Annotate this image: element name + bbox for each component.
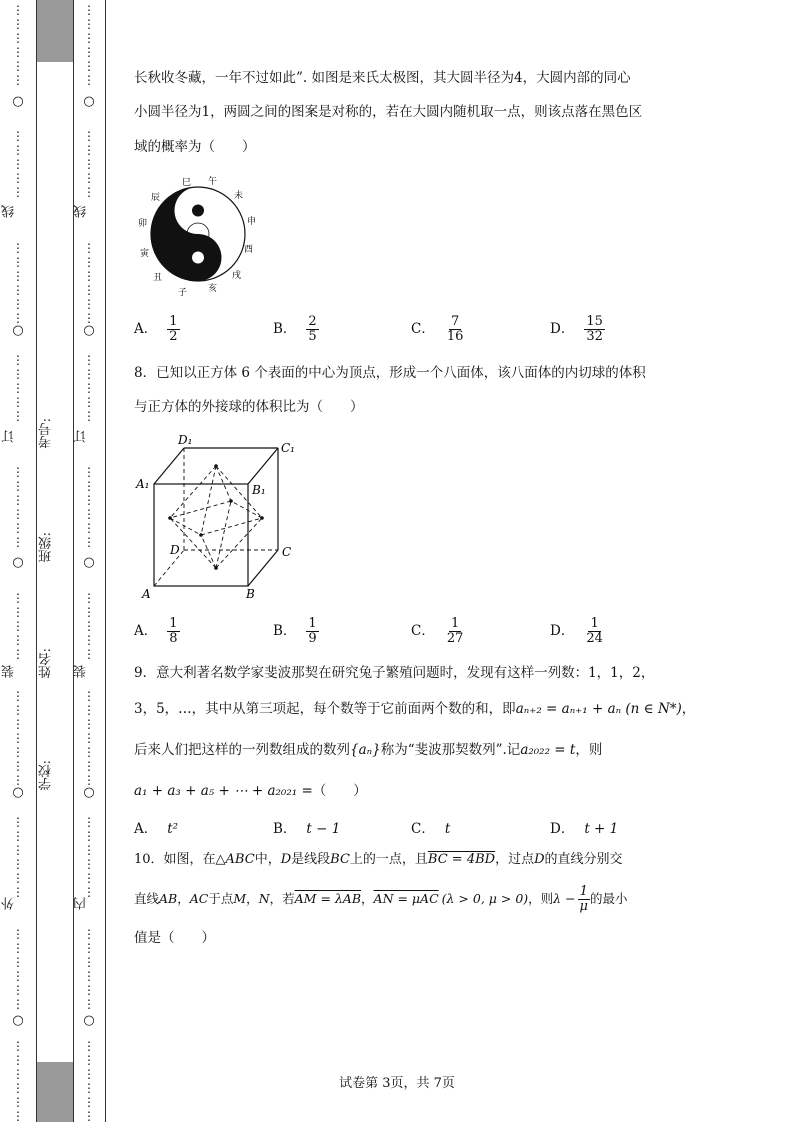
q10-expression-lambda: λ − (553, 891, 576, 906)
q7-line2: 小圆半径为1，两圆之间的图案是对称的，若在大圆内随机取一点，则该点落在黑色区 (134, 104, 643, 120)
dotted-segment: ⋮ (83, 185, 95, 199)
dotted-segment: ⋮ (83, 619, 95, 633)
q8-option-b[interactable] (273, 617, 319, 646)
q10-point-m: M (233, 891, 247, 906)
dotted-segment: ⋮ (12, 31, 24, 45)
dotted-segment: ⋮ (83, 45, 95, 59)
q8-option-a-num: 1 (169, 616, 178, 631)
q7-option-d-den: 32 (586, 329, 603, 344)
q9-option-a[interactable] (134, 817, 178, 837)
label-a: A (142, 587, 151, 601)
q7-line3: 域的概率为（ ） (134, 139, 256, 155)
outer-label-xian: 线 (2, 205, 17, 218)
dotted-segment: ⋮ (83, 409, 95, 423)
q10-vector-am: AM = λAB (294, 891, 362, 906)
dotted-segment: ⋮ (83, 521, 95, 535)
dotted-segment: ⋮ (12, 815, 24, 829)
dotted-segment: ⋮ (83, 1095, 95, 1109)
octahedron-vertices (168, 464, 264, 570)
dotted-segment: ⋮ (12, 409, 24, 423)
dotted-segment: ⋮ (12, 941, 24, 955)
q8-option-a[interactable] (134, 617, 180, 646)
inner-label-nei: 内 (74, 897, 89, 910)
q8-option-d-frac (584, 617, 605, 646)
taiji-dot-light (192, 252, 204, 264)
dotted-segment: ⋮ (83, 997, 95, 1011)
q7-option-b-frac (306, 315, 318, 344)
q8-option-b-den: 9 (308, 631, 317, 646)
q7-option-d[interactable] (550, 315, 605, 344)
student-info-strip (36, 0, 74, 1122)
dotted-segment: ⋮ (12, 479, 24, 493)
q9-option-d[interactable] (550, 817, 618, 837)
dotted-segment: ⋮ (12, 619, 24, 633)
dotted-segment: ⋮ (12, 535, 24, 549)
cube-edge-bc (248, 550, 278, 586)
q8-option-b-num: 1 (308, 616, 317, 631)
dotted-segment: ⋮ (12, 885, 24, 899)
q8-line1: 8．已知以正方体 6 个表面的中心为顶点，形成一个八面体，该八面体的内切球的体积 (134, 365, 646, 381)
inner-binding-strip (72, 0, 106, 1122)
dotted-segment: ⋮ (83, 647, 95, 661)
q10-line1 (134, 848, 623, 867)
q10-line2-b: ， (177, 891, 190, 906)
taiji-label-xu: 戌 (232, 271, 242, 281)
outer-label-wai: 外 (2, 897, 17, 910)
taiji-label-shen: 申 (247, 217, 257, 227)
q8-line2: 与正方体的外接球的体积比为（ ） (134, 399, 364, 415)
q10-line1-b: 中， (254, 852, 281, 867)
binding-circle-marker: ○ (12, 323, 24, 338)
dotted-segment: ⋮ (12, 59, 24, 73)
q8-option-a-letter: A． (134, 623, 158, 639)
dotted-segment: ⋮ (12, 1081, 24, 1095)
q10-line-ab: AB (159, 891, 178, 906)
label-d: D (170, 543, 180, 557)
dotted-segment: ⋮ (83, 479, 95, 493)
dotted-segment: ⋮ (83, 857, 95, 871)
dotted-segment: ⋮ (12, 773, 24, 787)
dotted-segment: ⋮ (83, 871, 95, 885)
dotted-segment: ⋮ (12, 465, 24, 479)
q10-line-ac: AC (189, 891, 209, 906)
field-xingming[interactable]: 姓名: (39, 648, 54, 679)
q9-line3-text: 后来人们把这样的一列数组成的数列 (134, 742, 350, 758)
dotted-segment: ⋮ (12, 283, 24, 297)
dotted-segment: ⋮ (12, 493, 24, 507)
dotted-segment: ⋮ (12, 1053, 24, 1067)
dotted-segment: ⋮ (83, 773, 95, 787)
dotted-segment: ⋮ (83, 633, 95, 647)
q9-line3-tail: ，则 (575, 742, 603, 758)
q10-condition: (λ > 0, μ > 0) (441, 891, 529, 906)
dotted-segment: ⋮ (83, 759, 95, 773)
q8-option-c[interactable] (411, 617, 465, 646)
taiji-figure (136, 172, 266, 297)
q10-line3: 值是（ ） (134, 930, 215, 946)
dotted-segment: ⋮ (12, 745, 24, 759)
q10-line1-d: 上的一点，且 (349, 852, 428, 867)
taiji-label-you: 酉 (244, 245, 254, 255)
q10-line1-text: 10．如图，在 (134, 852, 216, 867)
q8-option-a-frac (167, 617, 179, 646)
field-xuexiao[interactable]: 学校: (39, 760, 54, 791)
inner-dotted-line (72, 0, 106, 1122)
q9-option-c-letter: C． (411, 821, 435, 837)
label-d1: D₁ (178, 433, 193, 447)
gray-block-bottom (37, 1062, 73, 1122)
q10-point-d: D (280, 852, 292, 867)
binding-circle-marker: ○ (12, 785, 24, 800)
binding-circle-marker: ○ (83, 94, 95, 109)
dotted-segment: ⋮ (12, 829, 24, 843)
dotted-segment: ⋮ (83, 717, 95, 731)
q7-option-c-frac (445, 315, 466, 344)
dotted-segment: ⋮ (83, 17, 95, 31)
dotted-segment: ⋮ (83, 969, 95, 983)
dotted-segment: ⋮ (83, 31, 95, 45)
dotted-segment: ⋮ (12, 1039, 24, 1053)
dotted-segment: ⋮ (83, 1067, 95, 1081)
q9-line1: 9．意大利著名数学家斐波那契在研究兔子繁殖问题时，发现有这样一列数：1，1，2， (134, 665, 655, 681)
binding-circle-marker: ○ (83, 1013, 95, 1028)
dotted-segment: ⋮ (83, 955, 95, 969)
q8-option-c-den: 27 (446, 631, 464, 646)
dotted-segment: ⋮ (83, 703, 95, 717)
q10-line1-f: 的直线分别交 (544, 852, 623, 867)
dotted-segment: ⋮ (12, 1067, 24, 1081)
dotted-segment: ⋮ (12, 143, 24, 157)
dotted-segment: ⋮ (83, 381, 95, 395)
dotted-segment: ⋮ (83, 395, 95, 409)
q8-option-c-num: 1 (450, 616, 460, 631)
dotted-segment: ⋮ (83, 507, 95, 521)
taiji-dot-dark (192, 205, 204, 217)
dotted-segment: ⋮ (83, 3, 95, 17)
dotted-segment: ⋮ (12, 269, 24, 283)
binding-circle-marker: ○ (12, 94, 24, 109)
dotted-segment: ⋮ (83, 843, 95, 857)
q7-option-a[interactable] (134, 315, 180, 344)
q7-option-a-letter: A． (134, 321, 158, 337)
dotted-segment: ⋮ (83, 297, 95, 311)
q8-option-d[interactable] (550, 617, 605, 646)
q9-line2 (134, 697, 695, 717)
taiji-label-chou: 丑 (153, 273, 163, 283)
q9-option-b-text: t − 1 (306, 821, 341, 837)
field-banji[interactable]: 班级: (39, 532, 54, 563)
dotted-segment: ⋮ (12, 591, 24, 605)
q7-line1: 长秋收冬藏，一年不过如此”. 如图是来氏太极图，其大圆半径为4，大圆内部的同心 (134, 70, 631, 86)
q7-option-d-letter: D． (550, 321, 575, 337)
q8-option-a-den: 8 (169, 631, 178, 646)
dotted-segment: ⋮ (12, 73, 24, 87)
q7-option-a-frac (167, 315, 179, 344)
q7-option-a-den: 2 (169, 329, 178, 344)
q9-line4 (134, 779, 367, 799)
margin-rule (105, 0, 106, 1122)
dotted-segment: ⋮ (83, 591, 95, 605)
taiji-label-si: 巳 (182, 178, 192, 188)
gray-block-top (37, 0, 73, 62)
dotted-segment: ⋮ (83, 129, 95, 143)
q9-option-c[interactable] (411, 817, 450, 837)
dotted-segment: ⋮ (12, 759, 24, 773)
dotted-segment: ⋮ (12, 717, 24, 731)
q9-option-c-text: t (444, 821, 451, 837)
binding-circle-marker: ○ (12, 1013, 24, 1028)
outer-label-ding: 订 (2, 430, 17, 443)
q10-triangle: △ABC (215, 852, 255, 867)
dotted-segment: ⋮ (12, 703, 24, 717)
q9-line3-mid: 称为“斐波那契数列”.记 (380, 742, 521, 758)
label-a1: A₁ (136, 477, 150, 491)
q10-point-n: N (258, 891, 270, 906)
dotted-segment: ⋮ (83, 927, 95, 941)
q7-option-c-den: 16 (446, 329, 464, 344)
q9-line3 (134, 738, 602, 758)
q7-option-b-num: 2 (308, 314, 317, 329)
taiji-label-wu: 午 (208, 177, 218, 187)
q8-option-d-letter: D． (550, 623, 575, 639)
dotted-segment: ⋮ (83, 535, 95, 549)
dotted-segment: ⋮ (83, 1039, 95, 1053)
q8-option-c-frac (445, 617, 466, 646)
q7-option-b-letter: B． (273, 321, 297, 337)
q9-option-a-letter: A． (134, 821, 158, 837)
dotted-segment: ⋮ (12, 605, 24, 619)
taiji-label-chen: 辰 (151, 193, 161, 203)
cube-octahedron-figure (134, 432, 304, 602)
q7-option-c-letter: C． (411, 321, 435, 337)
dotted-segment: ⋮ (12, 3, 24, 17)
q10-segment-bc: BC (330, 852, 350, 867)
dotted-segment: ⋮ (12, 297, 24, 311)
taiji-label-mao: 卯 (138, 219, 148, 229)
dotted-segment: ⋮ (12, 17, 24, 31)
dotted-segment: ⋮ (12, 1109, 24, 1123)
dotted-segment: ⋮ (12, 633, 24, 647)
q10-line2-e: ，若 (269, 891, 295, 906)
q9-recurrence-formula: aₙ₊₂ = aₙ₊₁ + aₙ (n ∈ N*) (515, 701, 682, 717)
dotted-segment: ⋮ (12, 255, 24, 269)
q10-point-d-2: D (534, 852, 545, 867)
q8-option-d-den: 24 (586, 631, 603, 646)
taiji-label-wei: 未 (234, 191, 244, 201)
dotted-segment: ⋮ (83, 605, 95, 619)
dotted-segment: ⋮ (12, 353, 24, 367)
q9-line2-text: 3，5，…，其中从第三项起，每个数等于它前面两个数的和，即 (134, 701, 516, 717)
dotted-segment: ⋮ (83, 255, 95, 269)
q7-option-d-frac (584, 315, 605, 344)
q10-frac-num: 1 (579, 884, 588, 899)
q10-line2-c: 于点 (208, 891, 234, 906)
q9-sequence-symbol: {aₙ} (350, 742, 381, 758)
q10-line2-text: 直线 (134, 891, 160, 906)
outer-binding-strip (0, 0, 36, 1122)
dotted-segment: ⋮ (12, 507, 24, 521)
q9-option-b[interactable] (273, 817, 340, 837)
q10-frac-den: μ (579, 899, 588, 914)
q10-line2-g: ，则 (528, 891, 554, 906)
dotted-segment: ⋮ (12, 311, 24, 325)
dotted-segment: ⋮ (12, 689, 24, 703)
q10-vector-an: AN = μAC (373, 891, 439, 906)
field-kaohao[interactable]: 考号: (39, 418, 54, 449)
dotted-segment: ⋮ (83, 1081, 95, 1095)
q10-line1-c: 是线段 (291, 852, 331, 867)
dotted-segment: ⋮ (12, 871, 24, 885)
dotted-segment: ⋮ (83, 283, 95, 297)
dotted-segment: ⋮ (12, 843, 24, 857)
taiji-label-hai: 亥 (208, 284, 218, 294)
dotted-segment: ⋮ (83, 731, 95, 745)
dotted-segment: ⋮ (12, 45, 24, 59)
dotted-segment: ⋮ (12, 647, 24, 661)
dotted-segment: ⋮ (12, 983, 24, 997)
dotted-segment: ⋮ (12, 367, 24, 381)
dotted-segment: ⋮ (83, 829, 95, 843)
q7-option-b-den: 5 (308, 329, 317, 344)
dotted-segment: ⋮ (83, 885, 95, 899)
dotted-segment: ⋮ (83, 269, 95, 283)
q10-line2 (134, 885, 628, 914)
dotted-segment: ⋮ (83, 241, 95, 255)
q7-option-c-num: 7 (450, 314, 460, 329)
q8-option-d-num: 1 (590, 616, 599, 631)
q9-blank: （ ） (312, 783, 367, 799)
inner-label-zhuang: 装 (74, 665, 89, 678)
dotted-segment: ⋮ (12, 857, 24, 871)
q8-option-b-frac (306, 617, 318, 646)
dotted-segment: ⋮ (83, 157, 95, 171)
outer-dotted-line (0, 0, 36, 1122)
label-c: C (282, 545, 292, 559)
dotted-segment: ⋮ (83, 59, 95, 73)
dotted-segment: ⋮ (12, 157, 24, 171)
q10-line2-f: ， (361, 891, 374, 906)
q9-option-d-text: t + 1 (584, 821, 619, 837)
dotted-segment: ⋮ (83, 1109, 95, 1123)
label-b: B (246, 587, 255, 601)
dotted-segment: ⋮ (12, 171, 24, 185)
dotted-segment: ⋮ (83, 941, 95, 955)
binding-circle-marker: ○ (83, 785, 95, 800)
dotted-segment: ⋮ (83, 1053, 95, 1067)
dotted-segment: ⋮ (83, 983, 95, 997)
dotted-segment: ⋮ (83, 465, 95, 479)
outer-label-zhuang: 装 (2, 665, 17, 678)
dotted-segment: ⋮ (12, 955, 24, 969)
dotted-segment: ⋮ (83, 353, 95, 367)
dotted-segment: ⋮ (83, 171, 95, 185)
cube-edge-a1d1 (154, 448, 184, 484)
dotted-segment: ⋮ (83, 689, 95, 703)
taiji-label-zi: 子 (178, 288, 188, 297)
dotted-segment: ⋮ (83, 367, 95, 381)
binding-circle-marker: ○ (12, 555, 24, 570)
page-footer: 试卷第 3页，共 7页 (339, 1076, 455, 1091)
dotted-segment: ⋮ (83, 493, 95, 507)
dotted-segment: ⋮ (83, 745, 95, 759)
dotted-segment: ⋮ (83, 143, 95, 157)
dotted-segment: ⋮ (12, 969, 24, 983)
dotted-segment: ⋮ (12, 731, 24, 745)
dotted-segment: ⋮ (12, 395, 24, 409)
dotted-segment: ⋮ (83, 311, 95, 325)
dotted-segment: ⋮ (12, 185, 24, 199)
q9-sum-formula: a₁ + a₃ + a₅ + ⋯ + a₂₀₂₁ = (134, 783, 313, 799)
dotted-segment: ⋮ (12, 381, 24, 395)
dotted-segment: ⋮ (83, 73, 95, 87)
q10-line2-h: 的最小 (590, 891, 628, 906)
q9-line2-tail: ， (681, 701, 696, 717)
q9-option-d-letter: D． (550, 821, 575, 837)
q9-option-a-text: t² (167, 821, 179, 837)
q9-a2022-formula: a₂₀₂₂ = t (520, 742, 576, 758)
q10-line1-e: ，过点 (495, 852, 535, 867)
q10-expression-frac (578, 885, 590, 914)
inner-label-ding: 订 (74, 430, 89, 443)
taiji-label-yin: 寅 (140, 249, 150, 259)
binding-circle-marker: ○ (83, 323, 95, 338)
dotted-segment: ⋮ (12, 521, 24, 535)
q9-option-b-letter: B． (273, 821, 297, 837)
dotted-segment: ⋮ (12, 927, 24, 941)
label-b1: B₁ (252, 483, 266, 497)
binding-circle-marker: ○ (83, 555, 95, 570)
q7-option-b[interactable] (273, 315, 319, 344)
inner-label-xian: 线 (74, 205, 89, 218)
q8-option-b-letter: B． (273, 623, 297, 639)
q7-option-a-num: 1 (169, 314, 178, 329)
q10-line2-d: ， (246, 891, 259, 906)
dotted-segment: ⋮ (12, 997, 24, 1011)
q8-option-c-letter: C． (411, 623, 435, 639)
cube-edge-b1c1 (248, 448, 278, 484)
q10-vector-relation: BC = 4BD (427, 852, 496, 867)
dotted-segment: ⋮ (83, 815, 95, 829)
dotted-segment: ⋮ (12, 129, 24, 143)
q7-option-c[interactable] (411, 315, 465, 344)
dotted-segment: ⋮ (12, 1095, 24, 1109)
dotted-segment: ⋮ (12, 241, 24, 255)
label-c1: C₁ (281, 441, 295, 455)
q7-option-d-num: 15 (586, 314, 603, 329)
